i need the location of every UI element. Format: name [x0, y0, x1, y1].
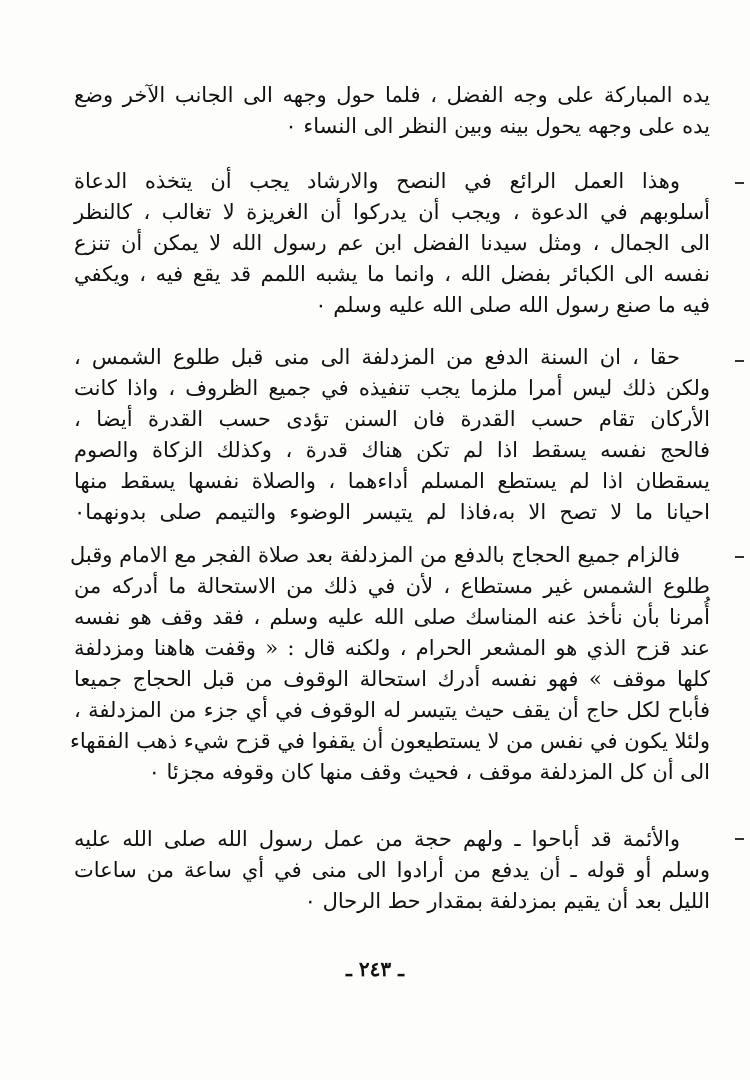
- text-line: يسقطان اذا لم يستطع المسلم أداءهما ، والصلاة نفسها يسقط منها: [74, 469, 710, 493]
- text-line: الى أن كل المزدلفة موقف ، فحيث وقف منها كان وقوفه مجزئا ٠: [148, 760, 710, 784]
- text-line: الأركان تقام حسب القدرة فان السنن تؤدى حسب القدرة أيضا ،: [74, 407, 710, 431]
- text-line: احيانا ما لا تصح الا به،فاذا لم يتيسر الوضوء والتيمم صلى بدونهما٠: [74, 500, 710, 524]
- text-line: نفسه الى الكبائر بفضل الله ، وانما ما يشبه اللمم قد يقع فيه ، ويكفي: [74, 262, 710, 286]
- text-line: والأئمة قد أباحوا ـ ولهم حجة من عمل رسول الله صلى الله عليه: [74, 827, 680, 851]
- text-line: ولكن ذلك ليس أمرا ملزما يجب تنفيذه في جميع الظروف ، واذا كانت: [74, 376, 710, 400]
- text-line: فالزام جميع الحجاج بالدفع من المزدلفة بعد صلاة الفجر مع الامام وقبل: [70, 543, 680, 567]
- text-line: وسلم أو قوله ـ أن يدفع من أرادوا الى منى في أي ساعة من ساعات: [74, 858, 710, 882]
- paragraph-3: [74, 342, 710, 528]
- margin-tick: [735, 838, 744, 840]
- page-number: ـ ٢٤٣ ـ: [346, 957, 404, 981]
- text-line: ولئلا يكون في نفس من لا يستطيعون أن يقفوا في قزح شيء ذهب الفقهاء: [70, 729, 710, 753]
- paragraph-4: [70, 540, 710, 788]
- paragraph-2: [74, 166, 710, 321]
- text-line: حقا ، ان السنة الدفع من المزدلفة الى منى قبل طلوع الشمس ،: [74, 345, 680, 369]
- text-line: الى الجمال ، ومثل سيدنا الفضل ابن عم رسول الله لا يمكن أن تنزع: [74, 231, 710, 255]
- margin-tick: [735, 360, 744, 362]
- text-line: فالحج نفسه يسقط اذا لم تكن هناك قدرة ، وكذلك الزكاة والصوم: [74, 438, 710, 462]
- text-line: الليل بعد أن يقيم بمزدلفة بمقدار حط الرحال ٠: [304, 889, 710, 913]
- text-line: فأباح لكل حاج أن يقف حيث يتيسر له الوقوف في أي جزء من المزدلفة ،: [74, 698, 710, 722]
- text-line: يده على وجهه يحول بينه وبين النظر الى النساء ٠: [285, 114, 710, 138]
- text-line: عند قزح الذي هو المشعر الحرام ، ولكنه قال : « وقفت هاهنا ومزدلفة: [74, 636, 710, 660]
- text-line: فيه ما صنع رسول الله صلى الله عليه وسلم ٠: [315, 293, 710, 317]
- text-line: يده المباركة على وجه الفضل ، فلما حول وجهه الى الجانب الآخر وضع: [74, 83, 710, 107]
- paragraph-5: [74, 824, 710, 917]
- text-line: طلوع الشمس غير مستطاع ، لأن في ذلك من الاستحالة ما أدركه من: [74, 574, 710, 598]
- text-line: وهذا العمل الرائع في النصح والارشاد يجب أن يتخذه الدعاة: [74, 169, 680, 193]
- margin-tick: [735, 556, 744, 558]
- margin-tick: [735, 182, 744, 184]
- text-line: كلها موقف » فهو نفسه أدرك استحالة الوقوف من قبل الحجاج جميعا: [74, 667, 710, 691]
- paragraph-1: [74, 80, 710, 142]
- text-line: أُمرنا بأن نأخذ عنه المناسك صلى الله عليه وسلم ، فقد وقف هو نفسه: [74, 605, 710, 629]
- text-line: أسلوبهم في الدعوة ، ويجب أن يدركوا أن الغريزة لا تغالب ، كالنظر: [74, 200, 710, 224]
